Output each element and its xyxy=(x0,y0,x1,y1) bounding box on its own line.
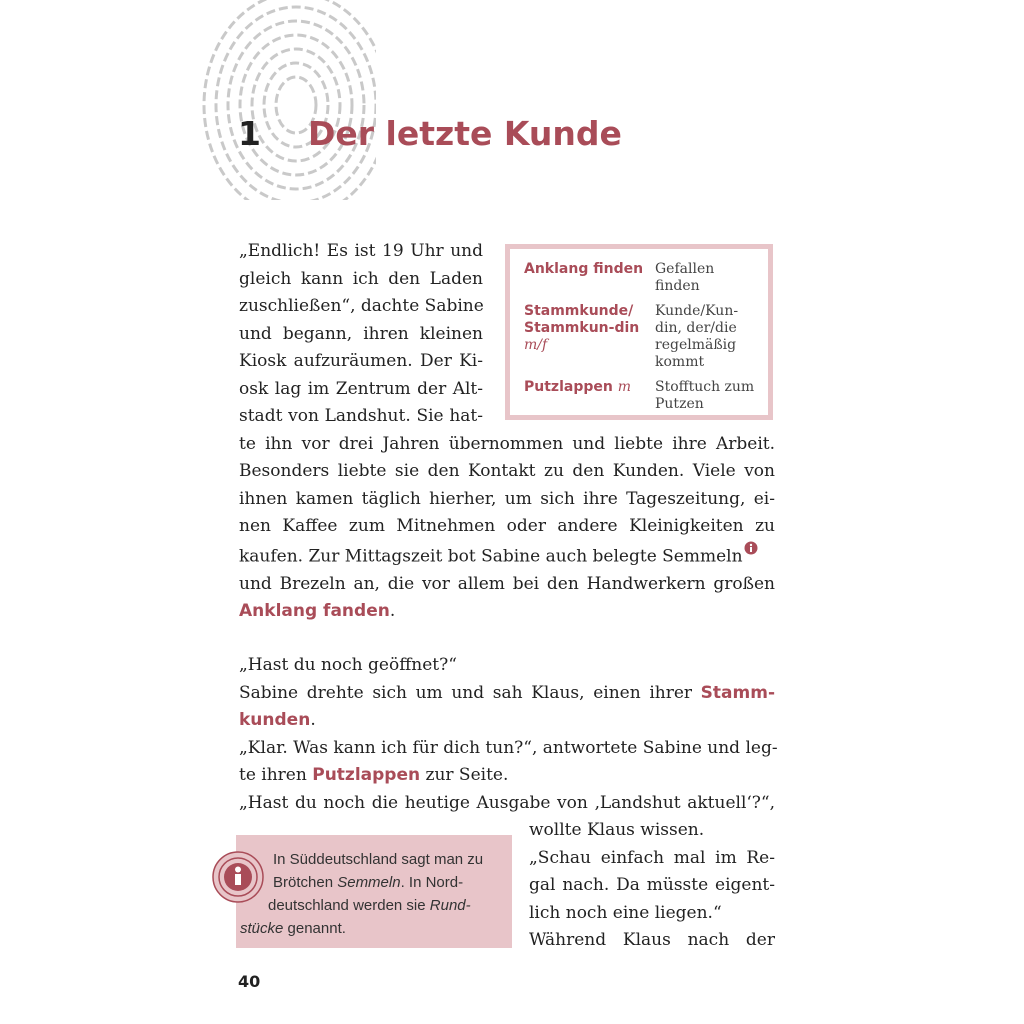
text-line: „Hast du noch die heutige Ausgabe von ‚Landshut aktuell‘?“, xyxy=(239,792,775,813)
text-line: te ihn vor drei Jahren übernommen und liebte ihre Arbeit. xyxy=(239,433,775,454)
info-line: Brötchen Semmeln. In Nord- xyxy=(273,874,464,891)
paragraph-1 xyxy=(239,238,775,626)
text-line: stadt von Landshut. Sie hat- xyxy=(239,406,483,426)
text-line: te ihren Putzlappen zur Seite. xyxy=(239,765,509,785)
info-icon xyxy=(211,850,265,904)
text-line: osk lag im Zentrum der Alt- xyxy=(239,378,483,399)
text-line: „Hast du noch geöffnet?“ xyxy=(239,655,457,675)
text-line: kaufen. Zur Mittagszeit bot Sabine auch belegte Semmeln xyxy=(239,541,775,571)
text-line: nen Kaffee zum Mitnehmen oder andere Kleinigkeiten zu xyxy=(239,516,775,536)
glossary-link: Putzlappen xyxy=(312,765,421,785)
text-line: und begann, ihren kleinen xyxy=(239,323,483,344)
glossary-term: Stammkunde/ Stammkun-din m/f xyxy=(524,303,640,353)
info-line: deutschland werden sie Rund- xyxy=(268,897,471,914)
chapter-number: 1 xyxy=(238,114,261,153)
text-line: „Endlich! Es ist 19 Uhr und xyxy=(239,241,483,261)
text-line: Kiosk aufzuräumen. Der Ki- xyxy=(239,351,483,371)
glossary-definition: Kunde/Kun-din, der/die regelmäßig kommt xyxy=(655,303,739,370)
text-line: „Klar. Was kann ich für dich tun?“, antwortete Sabine und leg- xyxy=(239,737,778,758)
text-line: gal nach. Da müsste eigent- xyxy=(529,875,775,895)
text-line: kunden. xyxy=(239,710,316,730)
text-line: zuschließen“, dachte Sabine xyxy=(239,296,484,316)
text-line: wollte Klaus wissen. xyxy=(529,820,705,840)
info-box xyxy=(236,835,512,948)
text-line: „Schau einfach mal im Re- xyxy=(529,847,775,868)
text-line: lich noch eine liegen.“ xyxy=(529,902,722,923)
glossary-definition: Stofftuch zum Putzen xyxy=(655,379,755,412)
text-line: Besonders liebte sie den Kontakt zu den Kunden. Viele von xyxy=(239,461,775,481)
text-line: gleich kann ich den Laden xyxy=(239,268,483,289)
fingerprint-graphic xyxy=(176,0,376,200)
info-line: stücke genannt. xyxy=(240,920,346,937)
text-line: Anklang fanden. xyxy=(239,601,396,622)
chapter-heading xyxy=(238,114,622,154)
glossary-term: Anklang finden xyxy=(524,261,644,277)
info-line: In Süddeutschland sagt man zu xyxy=(273,851,484,868)
chapter-title: Der letzte Kunde xyxy=(308,114,622,153)
info-marker-icon xyxy=(744,541,758,555)
glossary-link: Anklang fanden xyxy=(239,601,390,622)
text-line: und Brezeln an, die vor allem bei den Handwerkern großen xyxy=(239,573,775,594)
page-number: 40 xyxy=(238,972,261,991)
glossary-term: Putzlappen m xyxy=(524,379,631,395)
glossary-link: Stamm- xyxy=(700,682,775,703)
glossary-link: kunden xyxy=(239,710,311,730)
text-line: Sabine drehte sich um und sah Klaus, einen ihrer Stamm- xyxy=(239,682,775,703)
text-line: Während Klaus nach der xyxy=(529,930,775,950)
text-line: ihnen kamen täglich hierher, um sich ihre Tageszeitung, ei- xyxy=(239,488,775,509)
glossary-definition: Gefallen finden xyxy=(655,261,715,294)
